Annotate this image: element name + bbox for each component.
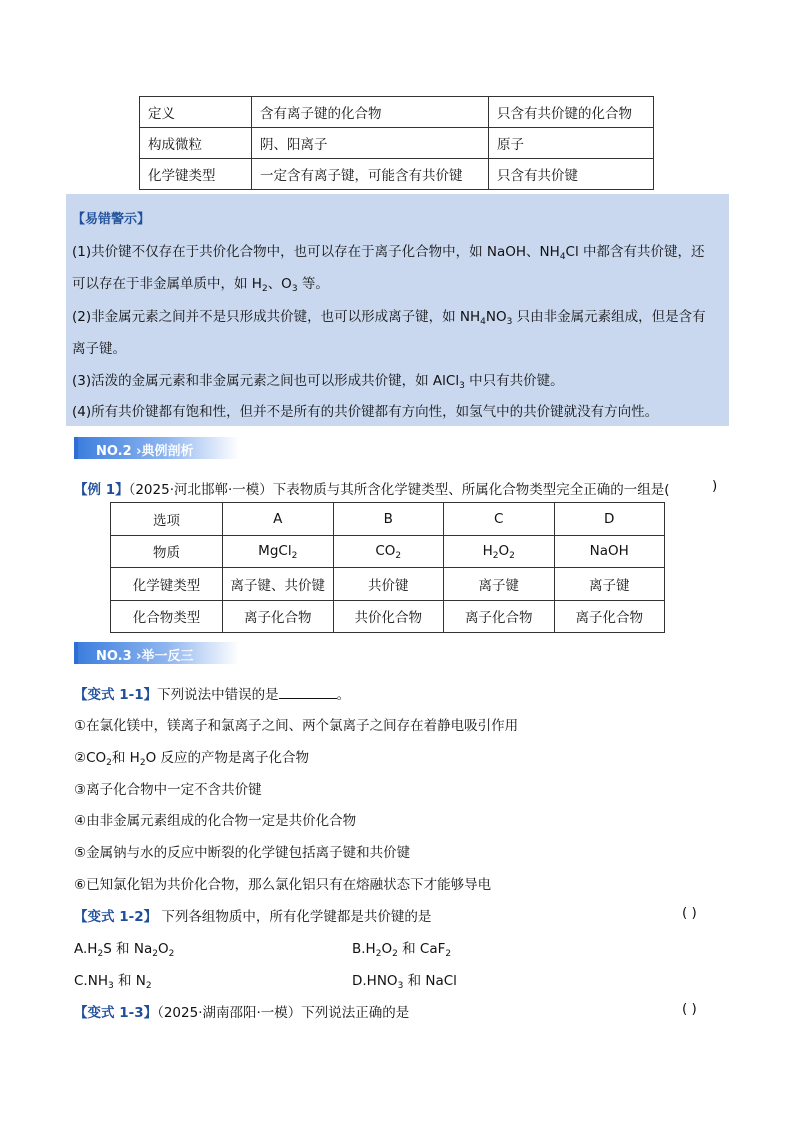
subscript: 2 <box>97 949 104 959</box>
variant-text: （2025·湖南邵阳·一模）下列说法正确的是 <box>157 1005 410 1021</box>
text: 和 H <box>111 750 140 766</box>
table-cell: 定义 <box>140 97 252 128</box>
option-d <box>352 969 457 989</box>
text: Cl 中都含有共价键，还 <box>565 244 705 260</box>
subscript: 3 <box>459 381 465 391</box>
table-cell: 阴、阳离子 <box>252 128 489 159</box>
section-title: NO.3 ›举一反三 <box>96 649 194 664</box>
warning-title: 【易错警示】 <box>72 212 151 227</box>
example-tag: 【例 1】 <box>74 482 129 498</box>
variant-1-1-question <box>74 683 350 703</box>
option-b <box>352 937 451 957</box>
subscript: 2 <box>152 949 158 959</box>
text: O <box>157 941 169 957</box>
example-table <box>110 502 665 633</box>
subscript: 2 <box>168 949 175 959</box>
section-title: NO.2 ›典例剖析 <box>96 444 194 459</box>
table-cell: A <box>223 503 334 536</box>
subscript: 2 <box>106 758 112 768</box>
text: 中只有共价键。 <box>464 373 564 389</box>
text: 等。 <box>297 276 329 292</box>
table-cell: 化合物类型 <box>111 600 223 633</box>
subscript: 3 <box>506 317 513 327</box>
table-cell: 只含有共价键 <box>489 159 654 190</box>
text: 可以存在于非金属单质中，如 H <box>72 276 262 292</box>
statement-4: ④由非金属元素组成的化合物一定是共价化合物 <box>74 813 357 829</box>
text: 和 CaF <box>397 941 446 957</box>
text: D.HNO <box>352 973 398 989</box>
subscript: 4 <box>559 252 566 262</box>
text: S 和 Na <box>103 941 153 957</box>
answer-paren[interactable]: ( ) <box>682 905 697 921</box>
table-cell: 化学键类型 <box>140 159 252 190</box>
section-header-no2 <box>74 437 239 459</box>
subscript: 3 <box>291 284 298 294</box>
answer-paren[interactable]: ( ) <box>682 1001 697 1017</box>
table-row <box>111 535 665 568</box>
section-header-no3 <box>74 642 239 664</box>
formula: NaOH <box>589 543 629 560</box>
text: (3)活泼的金属元素和非金属元素之间也可以形成共价键，如 AlCl <box>72 373 460 389</box>
subscript: 2 <box>145 981 152 991</box>
subscript: 2 <box>261 284 268 294</box>
option-a <box>74 937 174 957</box>
answer-blank[interactable] <box>279 686 337 699</box>
text: O <box>381 941 393 957</box>
text: 离子键。 <box>72 341 126 357</box>
variant-tag: 【变式 1-3】 <box>74 1005 158 1021</box>
variant-text: 下列各组物质中，所有化学键都是共价键的是 <box>157 909 432 925</box>
text: A.H <box>74 941 98 957</box>
table-cell: 离子化合物 <box>223 600 334 633</box>
option-c <box>74 969 152 989</box>
table-cell: 离子键 <box>554 568 665 601</box>
warning-point-4: (4)所有共价键都有饱和性，但并不是所有的共价键都有方向性，如氢气中的共价键就没有方向性。 <box>72 404 659 420</box>
statement-3: ③离子化合物中一定不含共价键 <box>74 782 262 798</box>
table-cell: 离子键 <box>444 568 555 601</box>
variant-tag: 【变式 1-1】 <box>74 687 158 703</box>
statement-2 <box>74 746 309 766</box>
table-cell <box>554 535 665 568</box>
text: (1)共价键不仅存在于共价化合物中，也可以存在于离子化合物中，如 NaOH、NH <box>72 244 560 260</box>
table-cell: 离子化合物 <box>444 600 555 633</box>
text: 和 N <box>113 973 146 989</box>
example-text: （2025·河北邯郸·一模）下表物质与其所含化学键类型、所属化合物类型完全正确的一组是( <box>128 482 670 498</box>
warning-point-1 <box>72 236 720 300</box>
subscript: 3 <box>107 981 114 991</box>
statement-1: ①在氯化镁中，镁离子和氯离子之间、两个氯离子之间存在着静电吸引作用 <box>74 718 519 734</box>
table-cell <box>444 535 555 568</box>
table-cell <box>223 535 334 568</box>
table-cell: D <box>554 503 665 536</box>
text: O 反应的产物是离子化合物 <box>145 750 309 766</box>
subscript: 4 <box>480 317 486 327</box>
formula: O <box>498 543 510 560</box>
text: 、O <box>267 276 292 292</box>
table-cell: 构成微粒 <box>140 128 252 159</box>
formula: H <box>482 543 493 560</box>
table-cell: C <box>444 503 555 536</box>
subscript: 2 <box>492 551 499 562</box>
warning-point-3 <box>72 365 720 397</box>
subscript: 2 <box>445 949 452 959</box>
comparison-table <box>139 96 654 190</box>
table-cell: 一定含有离子键，可能含有共价键 <box>252 159 489 190</box>
table-row <box>140 159 654 190</box>
subscript: 2 <box>509 551 515 562</box>
formula: MgCl <box>258 543 292 560</box>
statement-6: ⑥已知氯化铝为共价化合物，那么氯化铝只有在熔融状态下才能够导电 <box>74 877 492 893</box>
subscript: 2 <box>392 949 398 959</box>
table-cell: 离子键、共价键 <box>223 568 334 601</box>
warning-point-2 <box>72 301 720 365</box>
table-cell: B <box>333 503 444 536</box>
example-question <box>74 478 670 498</box>
table-cell: 化学键类型 <box>111 568 223 601</box>
subscript: 3 <box>397 981 404 991</box>
subscript: 2 <box>395 551 402 562</box>
text: C.NH <box>74 973 108 989</box>
table-row <box>140 97 654 128</box>
table-row <box>111 600 665 633</box>
table-cell: 含有离子键的化合物 <box>252 97 489 128</box>
text: ②CO <box>74 750 107 766</box>
error-warning-box <box>66 194 729 426</box>
statement-5: ⑤金属钠与水的反应中断裂的化学键包括离子键和共价键 <box>74 845 411 861</box>
variant-text: 下列说法中错误的是 <box>157 687 279 703</box>
variant-tag: 【变式 1-2】 <box>74 909 158 925</box>
table-row <box>140 128 654 159</box>
text: 。 <box>336 687 351 703</box>
table-cell: 共价键 <box>333 568 444 601</box>
subscript: 2 <box>291 551 298 562</box>
text: (2)非金属元素之间并不是只形成共价键，也可以形成离子键，如 NH <box>72 309 481 325</box>
table-cell: 选项 <box>111 503 223 536</box>
subscript: 2 <box>375 949 382 959</box>
text: B.H <box>352 941 376 957</box>
formula: CO <box>375 543 396 560</box>
table-cell: 物质 <box>111 535 223 568</box>
text: 只由非金属元素组成，但是含有 <box>512 309 706 325</box>
text: NO <box>485 309 507 325</box>
table-cell: 只含有共价键的化合物 <box>489 97 654 128</box>
answer-paren-close: ) <box>712 478 718 494</box>
variant-1-3-question <box>74 1001 409 1021</box>
subscript: 2 <box>139 758 146 768</box>
table-cell <box>333 535 444 568</box>
table-row <box>111 568 665 601</box>
variant-1-2-question <box>74 905 431 925</box>
table-cell: 原子 <box>489 128 654 159</box>
table-cell: 离子化合物 <box>554 600 665 633</box>
table-row <box>111 503 665 536</box>
text: 和 NaCl <box>403 973 457 989</box>
table-cell: 共价化合物 <box>333 600 444 633</box>
